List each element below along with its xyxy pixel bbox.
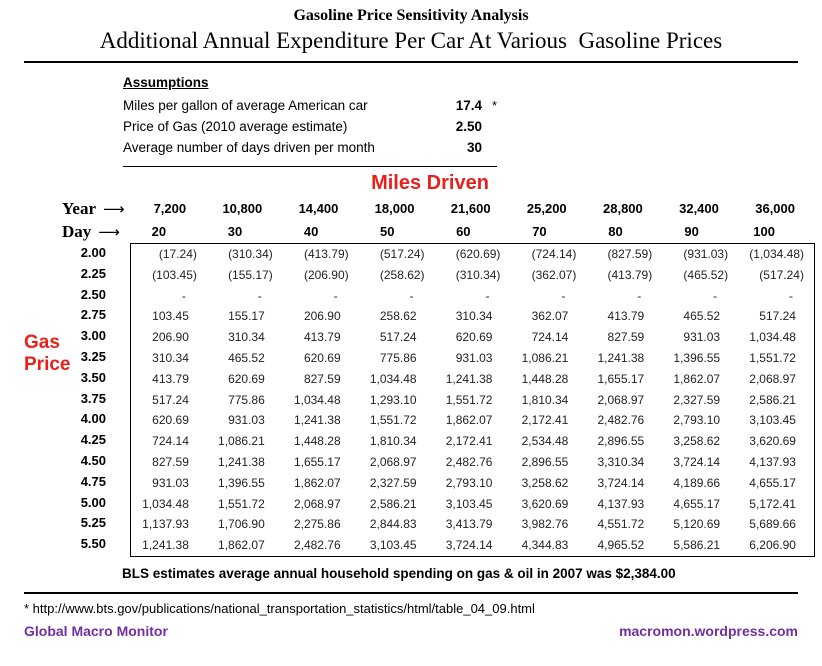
- day-value: 40: [303, 224, 319, 239]
- year-value: 36,000: [755, 201, 795, 216]
- table-cell: 931.03: [455, 350, 493, 365]
- gas-price-value: 4.75: [80, 473, 106, 489]
- table-cell: 1,241.38: [142, 538, 189, 553]
- year-value: 28,800: [603, 201, 643, 216]
- footer: [24, 623, 798, 639]
- table-cell: 1,862.07: [293, 475, 341, 490]
- table-cell: 724.14: [531, 330, 569, 345]
- table-cell: 724.14: [152, 434, 189, 449]
- gas-price-value: 3.25: [80, 348, 106, 364]
- table-cell: 517.24: [379, 330, 417, 345]
- table-cell: 206.90: [303, 309, 341, 324]
- table-cell: 1,551.72: [749, 350, 796, 365]
- table-cell: 2,844.83: [369, 517, 417, 532]
- page-subtitle: Additional Annual Expenditure Per Car At Various Gasoline Prices: [99, 28, 723, 53]
- table-cell: 3,310.34: [597, 454, 645, 469]
- table-cell: (620.69): [455, 247, 501, 261]
- table-data-grid: [130, 243, 815, 557]
- gas-price-value: 2.25: [80, 265, 106, 281]
- table-cell: (103.45): [152, 267, 197, 282]
- table-cell: 3,258.62: [521, 475, 569, 490]
- gas-price-value: 5.25: [80, 515, 106, 531]
- table-cell: 3,724.14: [445, 538, 493, 553]
- site-url: macromon.wordpress.com: [619, 622, 798, 639]
- day-values-row: [130, 220, 815, 243]
- table-cell: (413.79): [607, 267, 653, 282]
- table-cell: 827.59: [607, 330, 645, 345]
- table-cell: 258.62: [379, 309, 417, 324]
- table-cell: 3,724.14: [597, 475, 645, 490]
- table-cell: -: [485, 288, 490, 303]
- table-cell: 1,241.38: [218, 454, 265, 469]
- day-value: 30: [227, 224, 243, 239]
- table-cell: (258.62): [379, 267, 425, 282]
- year-header-row: [0, 197, 822, 220]
- assumption-value: 30: [466, 140, 482, 155]
- bls-note: BLS estimates average annual household spending on gas & oil in 2007 was $2,384.00: [122, 565, 676, 581]
- table-cell: 2,275.86: [293, 517, 341, 532]
- source-footnote: * http://www.bts.gov/publications/national_transportation_statistics/html/table_04_09.html: [24, 600, 535, 616]
- table-cell: 4,655.17: [749, 475, 796, 490]
- table-cell: 2,586.21: [369, 496, 417, 511]
- table-cell: 3,103.45: [445, 496, 493, 511]
- table-cell: 5,172.41: [749, 496, 796, 511]
- year-value: 10,800: [222, 201, 263, 216]
- table-cell: 310.34: [152, 350, 189, 365]
- table-cell: 4,344.83: [521, 538, 569, 553]
- gas-price-axis-label-line2: Price: [24, 354, 71, 375]
- table-cell: 2,793.10: [445, 475, 493, 490]
- table-cell: 206.90: [152, 330, 189, 345]
- table-cell: 4,655.17: [673, 496, 721, 511]
- table-cell: 4,137.93: [749, 454, 796, 469]
- table-cell: 3,724.14: [673, 454, 721, 469]
- table-cell: 4,965.52: [597, 538, 645, 553]
- table-cell: 3,103.45: [749, 413, 796, 428]
- table-cell: (413.79): [303, 247, 349, 261]
- table-cell: 2,327.59: [369, 475, 417, 490]
- gas-price-value: 2.00: [80, 245, 106, 260]
- table-cell: 5,586.21: [673, 538, 721, 553]
- table-cell: 5,689.66: [749, 517, 796, 532]
- sensitivity-table: [0, 243, 822, 557]
- year-value: 14,400: [298, 201, 339, 216]
- day-value: 50: [379, 224, 395, 239]
- assumption-label: Average number of days driven per month: [123, 140, 375, 155]
- table-cell: -: [637, 288, 642, 303]
- table-cell: -: [409, 288, 414, 303]
- table-cell: 4,551.72: [597, 517, 645, 532]
- gas-price-value: 2.75: [80, 307, 106, 323]
- gas-price-column: [0, 243, 130, 557]
- table-cell: 1,034.48: [142, 496, 189, 511]
- table-cell: 2,327.59: [673, 392, 721, 407]
- table-cell: 6,206.90: [749, 538, 796, 553]
- table-cell: 155.17: [228, 309, 265, 324]
- year-value: 21,600: [450, 201, 491, 216]
- table-cell: 1,655.17: [293, 454, 341, 469]
- gas-price-value: 5.50: [80, 536, 106, 552]
- table-cell: -: [561, 288, 566, 303]
- gas-price-axis-label-line1: Gas: [24, 332, 60, 353]
- table-cell: 2,068.97: [597, 392, 645, 407]
- table-cell: 517.24: [759, 309, 796, 324]
- table-cell: 1,086.21: [218, 434, 265, 449]
- gas-price-value: 2.50: [80, 286, 106, 302]
- day-label: Day: [62, 222, 92, 241]
- table-cell: 413.79: [607, 309, 645, 324]
- table-cell: (17.24): [158, 247, 197, 261]
- table-cell: 1,862.07: [673, 371, 721, 386]
- day-value: 90: [684, 224, 699, 239]
- assumptions-section: [123, 75, 497, 167]
- table-cell: 1,086.21: [521, 350, 569, 365]
- year-values-row: [130, 197, 815, 220]
- right-arrow-icon: ⟶: [102, 200, 125, 218]
- table-cell: -: [788, 288, 793, 303]
- table-cell: (310.34): [455, 267, 501, 282]
- assumption-value: 2.50: [455, 119, 482, 134]
- table-cell: (206.90): [303, 267, 349, 282]
- year-value: 7,200: [153, 201, 187, 216]
- table-cell: 517.24: [152, 392, 189, 407]
- table-cell: 1,551.72: [445, 392, 493, 407]
- table-cell: 1,034.48: [749, 330, 796, 345]
- table-cell: 1,448.28: [521, 371, 569, 386]
- table-cell: 1,706.90: [218, 517, 265, 532]
- miles-driven-header: [0, 172, 822, 197]
- table-cell: 465.52: [683, 309, 721, 324]
- miles-driven-label: Miles Driven: [371, 172, 489, 194]
- table-cell: 4,137.93: [597, 496, 645, 511]
- gas-price-value: 3.00: [80, 328, 106, 344]
- table-cell: (465.52): [683, 267, 729, 282]
- table-cell: -: [181, 288, 186, 303]
- assumption-value: 17.4: [455, 98, 482, 113]
- table-cell: 1,862.07: [445, 413, 493, 428]
- table-cell: 2,534.48: [521, 434, 569, 449]
- gas-price-value: 4.00: [80, 411, 106, 427]
- table-cell: 620.69: [455, 330, 493, 345]
- right-arrow-icon: ⟶: [98, 223, 120, 241]
- table-cell: (1,034.48): [749, 247, 804, 261]
- gas-price-axis-label: [24, 332, 70, 376]
- table-cell: 1,396.55: [673, 350, 721, 365]
- day-value: 60: [456, 224, 471, 239]
- year-value: 32,400: [679, 201, 719, 216]
- day-axis-cell: [0, 220, 130, 243]
- table-cell: -: [333, 288, 338, 303]
- table-cell: 1,396.55: [218, 475, 265, 490]
- table-cell: 1,810.34: [521, 392, 569, 407]
- gas-price-value: 4.50: [80, 452, 106, 468]
- table-cell: 620.69: [228, 371, 265, 386]
- brand-name: Global Macro Monitor: [24, 622, 168, 639]
- table-cell: 1,241.38: [293, 413, 341, 428]
- table-cell: 2,896.55: [521, 454, 569, 469]
- table-cell: (517.24): [759, 267, 804, 282]
- assumption-label: Miles per gallon of average American car: [123, 98, 368, 113]
- table-cell: 1,293.10: [369, 392, 417, 407]
- table-cell: 2,068.97: [749, 371, 796, 386]
- table-cell: 1,448.28: [293, 434, 341, 449]
- table-cell: 1,034.48: [293, 392, 341, 407]
- day-value: 80: [608, 224, 623, 239]
- day-header-row: [0, 220, 822, 243]
- table-cell: 2,068.97: [293, 496, 341, 511]
- table-cell: 1,241.38: [597, 350, 645, 365]
- table-cell: 775.86: [228, 392, 265, 407]
- year-value: 18,000: [374, 201, 415, 216]
- table-cell: 2,482.76: [597, 413, 645, 428]
- table-cell: (517.24): [379, 247, 425, 261]
- table-cell: 1,034.48: [369, 371, 417, 386]
- table-cell: 362.07: [531, 309, 569, 324]
- footnote-marker: [482, 116, 497, 137]
- table-cell: (310.34): [228, 247, 273, 261]
- table-cell: (724.14): [531, 247, 577, 261]
- table-cell: 310.34: [455, 309, 493, 324]
- gas-price-value: 4.25: [80, 432, 106, 448]
- bottom-divider: [24, 592, 798, 594]
- table-cell: 3,620.69: [749, 434, 796, 449]
- year-value: 25,200: [526, 201, 567, 216]
- table-cell: 1,655.17: [597, 371, 645, 386]
- table-cell: 2,172.41: [445, 434, 493, 449]
- table-cell: 620.69: [152, 413, 189, 428]
- table-cell: (827.59): [607, 247, 653, 261]
- day-value: 20: [151, 224, 167, 239]
- table-cell: 2,793.10: [673, 413, 721, 428]
- gas-price-value: 3.75: [80, 390, 106, 406]
- table-cell: 2,482.76: [293, 538, 341, 553]
- footnote-marker: [482, 137, 497, 158]
- table-cell: 3,982.76: [521, 517, 569, 532]
- table-cell: -: [257, 288, 262, 303]
- table-cell: 465.52: [228, 350, 265, 365]
- footnote-marker: *: [491, 98, 497, 113]
- table-cell: 1,810.34: [369, 434, 417, 449]
- assumption-label: Price of Gas (2010 average estimate): [123, 119, 348, 134]
- table-cell: 310.34: [228, 330, 265, 345]
- table-cell: 1,551.72: [218, 496, 265, 511]
- table-cell: 827.59: [152, 454, 189, 469]
- year-axis-cell: [0, 197, 130, 220]
- table-cell: 3,103.45: [369, 538, 417, 553]
- table-cell: 775.86: [379, 350, 417, 365]
- assumption-row-mpg: [123, 95, 497, 116]
- assumptions-heading: Assumptions: [123, 75, 209, 90]
- page-title: Gasoline Price Sensitivity Analysis: [293, 7, 529, 24]
- table-cell: 1,862.07: [218, 538, 265, 553]
- year-label: Year: [62, 199, 96, 218]
- gas-price-value: 3.50: [80, 369, 106, 385]
- table-cell: 931.03: [152, 475, 189, 490]
- table-cell: 2,068.97: [369, 454, 417, 469]
- table-cell: 931.03: [228, 413, 265, 428]
- table-cell: 2,586.21: [749, 392, 796, 407]
- table-cell: 3,413.79: [445, 517, 493, 532]
- table-cell: 413.79: [152, 371, 189, 386]
- table-cell: 2,482.76: [445, 454, 493, 469]
- table-cell: (155.17): [228, 267, 273, 282]
- table-cell: 2,896.55: [597, 434, 645, 449]
- table-cell: 5,120.69: [673, 517, 721, 532]
- assumption-row-gas-price: [123, 116, 497, 137]
- table-cell: 103.45: [152, 309, 189, 324]
- table-cell: 827.59: [303, 371, 341, 386]
- table-cell: 3,258.62: [673, 434, 721, 449]
- table-cell: 1,551.72: [369, 413, 417, 428]
- day-value: 70: [532, 224, 547, 239]
- table-cell: 2,172.41: [521, 413, 569, 428]
- day-value: 100: [753, 224, 775, 239]
- table-cell: 931.03: [683, 330, 721, 345]
- assumption-row-days-driven: [123, 137, 497, 158]
- table-cell: 1,241.38: [445, 371, 493, 386]
- table-cell: 620.69: [303, 350, 341, 365]
- top-divider: [24, 61, 798, 63]
- table-cell: -: [713, 288, 718, 303]
- table-cell: 413.79: [303, 330, 341, 345]
- gas-price-value: 5.00: [80, 494, 106, 510]
- table-cell: 1,137.93: [142, 517, 189, 532]
- table-cell: 3,620.69: [521, 496, 569, 511]
- table-cell: 4,189.66: [673, 475, 721, 490]
- table-cell: (931.03): [683, 247, 729, 261]
- table-cell: (362.07): [531, 267, 577, 282]
